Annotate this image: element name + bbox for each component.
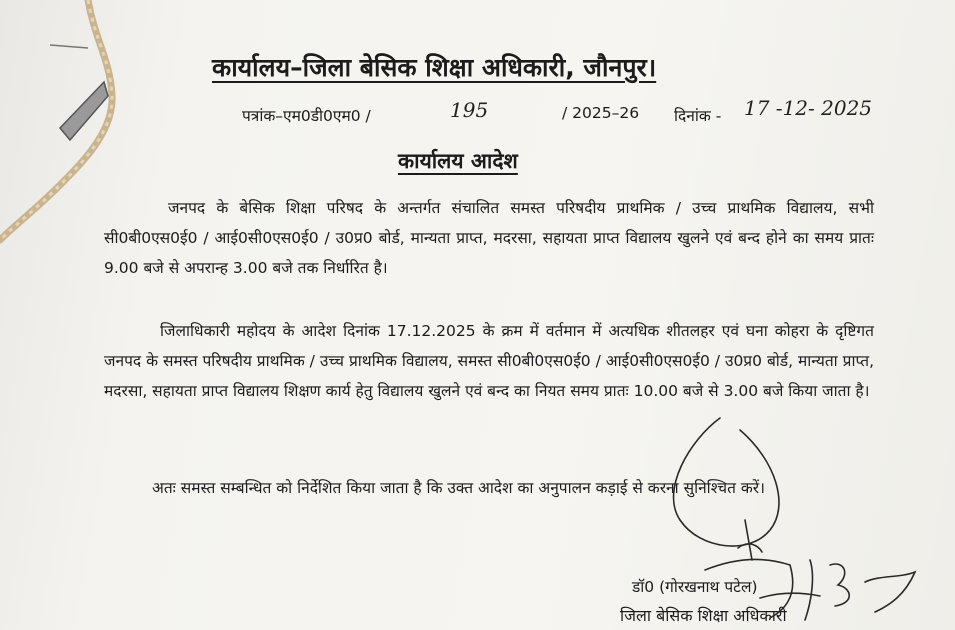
reference-year: / 2025–26 bbox=[562, 104, 640, 122]
order-title: कार्यालय आदेश bbox=[398, 149, 518, 173]
signatory-name: डॉ0 (गोरखनाथ पटेल) bbox=[632, 578, 758, 596]
office-heading: कार्यालय–जिला बेसिक शिक्षा अधिकारी, जौनपुर। bbox=[212, 53, 657, 82]
paragraph-2: जिलाधिकारी महोदय के आदेश दिनांक 17.12.2025 के क्रम में वर्तमान में अत्यधिक शीतलहर एवं घना कोहरा के दृष्टिगत जनपद के समस्त परिषदीय प्राथमिक / उच्च प्राथमिक विद्यालय, समस्त सी0बी0एस0ई0 / आई0सी0एस0ई0 / उ0प्र0 बोर्ड, मान्यता प्राप्त, मदरसा, सहायता प्राप्त विद्यालय शिक्षण कार्य हेतु विद्यालय खुलने एवं बन्द का नियत समय प्रातः 10.00 बजे से 3.00 बजे किया जाता है। bbox=[104, 322, 874, 400]
date-label: दिनांक - bbox=[674, 107, 722, 125]
paragraph-1: जनपद के बेसिक शिक्षा परिषद के अन्तर्गत संचालित समस्त परिषदीय प्राथमिक / उच्च प्राथमिक विद्यालय, सभी सी0बी0एस0ई0 / आई0सी0एस0ई0 / उ0प्र0 बोर्ड, मान्यता प्राप्त, मदरसा, सहायता प्राप्त विद्यालय खुलने एवं बन्द होने का समय प्रातः 9.00 बजे से अपरान्ह 3.00 बजे तक निर्धारित है। bbox=[104, 199, 874, 277]
paragraph-3: अतः समस्त सम्बन्धित को निर्देशित किया जाता है कि उक्त आदेश का अनुपालन कड़ाई से करना सुनिश्चित करें। bbox=[152, 479, 766, 497]
binding-string-icon bbox=[0, 0, 140, 630]
reference-number: 195 bbox=[450, 98, 489, 122]
date-value: 17 -12- 2025 bbox=[744, 96, 873, 120]
signatory-designation: जिला बेसिक शिक्षा अधिकारी bbox=[620, 606, 787, 625]
reference-prefix: पत्रांक–एम0डी0एम0 / bbox=[242, 107, 371, 125]
